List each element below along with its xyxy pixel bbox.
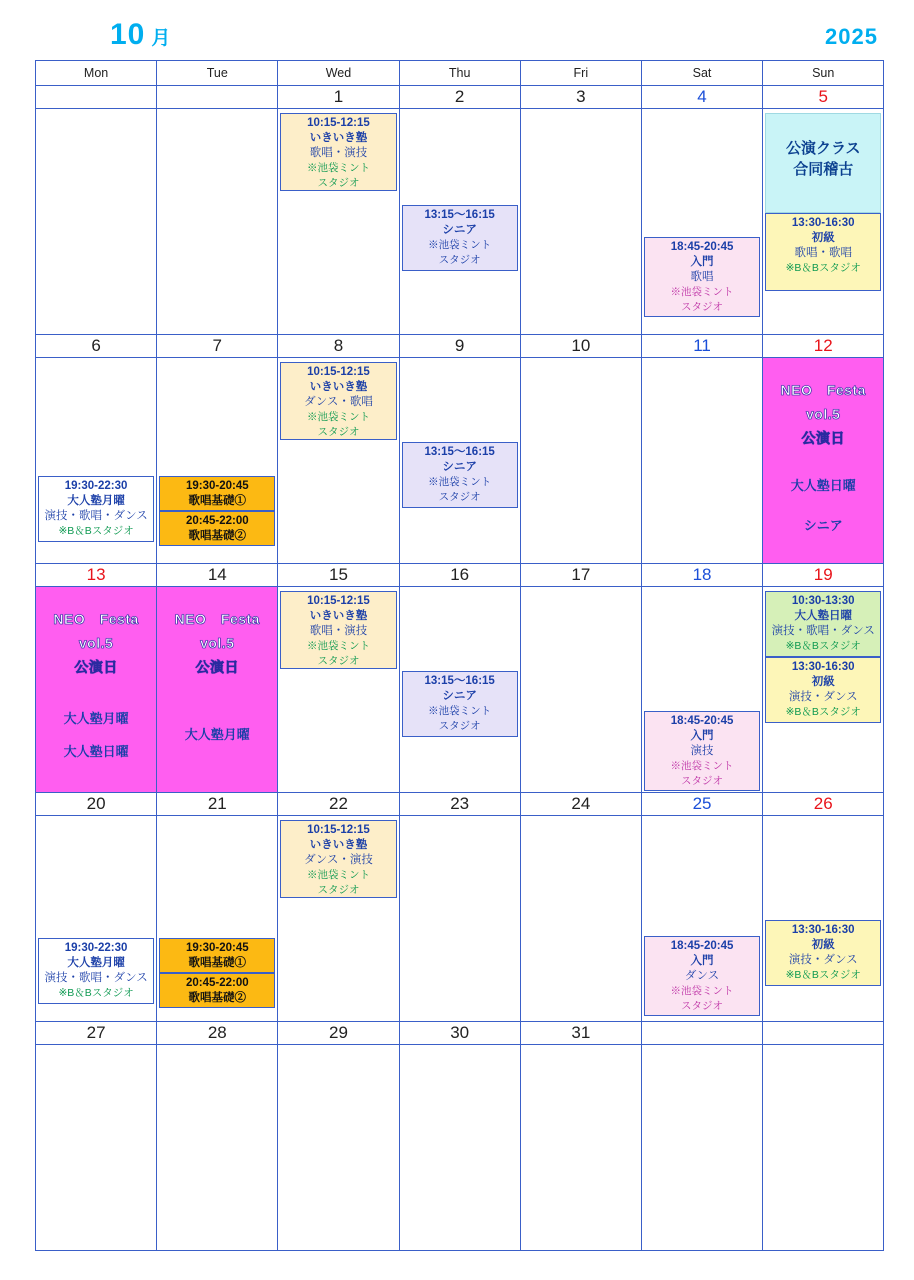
event-title: NEO Festa	[53, 611, 139, 627]
day-cell-3	[520, 109, 641, 335]
daynum-25: 25	[641, 793, 762, 816]
day-cell-25	[641, 816, 762, 1022]
daynum-21: 21	[157, 793, 278, 816]
daynum-8: 8	[278, 335, 399, 358]
daynum-16: 16	[399, 564, 520, 587]
daynum-11: 11	[641, 335, 762, 358]
day-cell-17	[520, 587, 641, 793]
weekday-wed: Wed	[278, 61, 399, 86]
month-kanji: 月	[151, 28, 171, 49]
event-block[interactable]: 18:45-20:45 入門 ダンス ※池袋ミント スタジオ	[644, 936, 760, 1016]
day-cell-10	[520, 358, 641, 564]
daynum-1: 1	[278, 86, 399, 109]
day-cell-23	[399, 816, 520, 1022]
day-cell-26	[763, 816, 884, 1022]
day-cell-19	[763, 587, 884, 793]
weekday-tue: Tue	[157, 61, 278, 86]
event-block[interactable]: 10:15-12:15 いきいき塾 ダンス・歌唱 ※池袋ミント スタジオ	[280, 362, 396, 440]
daynum-4: 4	[641, 86, 762, 109]
day-cell-16	[399, 587, 520, 793]
daynum-6: 6	[36, 335, 157, 358]
event-block[interactable]: 10:15-12:15 いきいき塾 歌唱・演技 ※池袋ミント スタジオ	[280, 591, 396, 669]
daynum-blank	[641, 1022, 762, 1045]
event-title: NEO Festa	[780, 382, 866, 398]
event-block[interactable]: 10:15-12:15 いきいき塾 歌唱・演技 ※池袋ミント スタジオ	[280, 113, 396, 191]
day-cell-15	[278, 587, 399, 793]
daynum-31: 31	[520, 1022, 641, 1045]
event-subtitle: 大人塾月曜	[63, 711, 129, 726]
event-block[interactable]: 19:30-20:45 歌唱基礎①	[159, 476, 275, 511]
daynum-blank	[157, 86, 278, 109]
calendar-header	[35, 18, 884, 60]
day-cell-11	[641, 358, 762, 564]
day-cell-28	[157, 1045, 278, 1251]
event-title: vol.5	[78, 635, 114, 651]
event-block[interactable]: 公演クラス 合同稽古	[765, 113, 881, 213]
daynum-30: 30	[399, 1022, 520, 1045]
event-title: 公演日	[74, 659, 118, 675]
event-block[interactable]: 18:45-20:45 入門 歌唱 ※池袋ミント スタジオ	[644, 237, 760, 317]
day-cell-empty	[157, 109, 278, 335]
day-cell-empty	[36, 109, 157, 335]
day-cell-12[interactable]	[763, 358, 884, 564]
event-block[interactable]: 10:15-12:15 いきいき塾 ダンス・演技 ※池袋ミント スタジオ	[280, 820, 396, 898]
day-cell-20	[36, 816, 157, 1022]
daynum-29: 29	[278, 1022, 399, 1045]
event-subtitle: 大人塾日曜	[63, 744, 129, 759]
daynum-28: 28	[157, 1022, 278, 1045]
day-cell-30	[399, 1045, 520, 1251]
event-title: vol.5	[806, 406, 841, 422]
daynum-row-week3	[36, 564, 884, 587]
day-cell-5	[763, 109, 884, 335]
daynum-23: 23	[399, 793, 520, 816]
weekday-thu: Thu	[399, 61, 520, 86]
day-cell-29	[278, 1045, 399, 1251]
day-cell-27	[36, 1045, 157, 1251]
day-cell-7	[157, 358, 278, 564]
daynum-22: 22	[278, 793, 399, 816]
event-block[interactable]: 18:45-20:45 入門 演技 ※池袋ミント スタジオ	[644, 711, 760, 791]
month-number: 10	[110, 18, 146, 51]
week-row-4	[36, 816, 884, 1022]
event-subtitle: 大人塾月曜	[184, 727, 250, 742]
day-cell-1	[278, 109, 399, 335]
weekday-sat: Sat	[641, 61, 762, 86]
event-block[interactable]: 13:30-16:30 初級 演技・ダンス ※B＆Bスタジオ	[765, 920, 881, 986]
daynum-26: 26	[763, 793, 884, 816]
event-title: vol.5	[200, 635, 235, 651]
daynum-20: 20	[36, 793, 157, 816]
day-cell-6	[36, 358, 157, 564]
day-cell-18	[641, 587, 762, 793]
event-title: 公演日	[195, 659, 240, 675]
event-block[interactable]: 20:45-22:00 歌唱基礎②	[159, 973, 275, 1008]
event-block[interactable]: 19:30-20:45 歌唱基礎①	[159, 938, 275, 973]
event-title: NEO Festa	[174, 611, 260, 627]
day-cell-14[interactable]	[157, 587, 278, 793]
day-cell-2	[399, 109, 520, 335]
daynum-19: 19	[763, 564, 884, 587]
daynum-13: 13	[36, 564, 157, 587]
day-cell-4	[641, 109, 762, 335]
daynum-blank	[36, 86, 157, 109]
event-block[interactable]: 20:45-22:00 歌唱基礎②	[159, 511, 275, 546]
event-block[interactable]: 19:30-22:30 大人塾月曜 演技・歌唱・ダンス ※B＆Bスタジオ	[38, 476, 154, 542]
daynum-row-week2	[36, 335, 884, 358]
week-row-5	[36, 1045, 884, 1251]
week-row-3	[36, 587, 884, 793]
daynum-blank	[763, 1022, 884, 1045]
weekday-fri: Fri	[520, 61, 641, 86]
daynum-7: 7	[157, 335, 278, 358]
event-block[interactable]: 13:15〜16:15 シニア ※池袋ミント スタジオ	[402, 205, 518, 271]
day-cell-8	[278, 358, 399, 564]
event-block[interactable]: 13:15〜16:15 シニア ※池袋ミント スタジオ	[402, 442, 518, 508]
week-row-1	[36, 109, 884, 335]
daynum-9: 9	[399, 335, 520, 358]
daynum-5: 5	[763, 86, 884, 109]
weekday-header-row	[36, 61, 884, 86]
daynum-24: 24	[520, 793, 641, 816]
day-cell-9	[399, 358, 520, 564]
event-block[interactable]: 13:30-16:30 初級 歌唱・歌唱 ※B＆Bスタジオ	[765, 213, 881, 291]
day-cell-22	[278, 816, 399, 1022]
daynum-15: 15	[278, 564, 399, 587]
event-title: 公演日	[801, 430, 845, 446]
daynum-row-week5	[36, 1022, 884, 1045]
event-block[interactable]: 13:30-16:30 初級 演技・ダンス ※B＆Bスタジオ	[765, 657, 881, 723]
day-cell-21	[157, 816, 278, 1022]
daynum-17: 17	[520, 564, 641, 587]
daynum-27: 27	[36, 1022, 157, 1045]
month-label	[110, 18, 170, 52]
day-cell-empty	[641, 1045, 762, 1251]
week-row-2	[36, 358, 884, 564]
event-block[interactable]: 19:30-22:30 大人塾月曜 演技・歌唱・ダンス ※B＆Bスタジオ	[38, 938, 154, 1004]
day-cell-24	[520, 816, 641, 1022]
event-block[interactable]: 10:30-13:30 大人塾日曜 演技・歌唱・ダンス ※B＆Bスタジオ	[765, 591, 881, 657]
daynum-3: 3	[520, 86, 641, 109]
event-subtitle: 大人塾日曜	[790, 478, 856, 493]
calendar-grid	[35, 60, 884, 1251]
year-label: 2025	[825, 24, 878, 49]
day-cell-13[interactable]	[36, 587, 157, 793]
weekday-sun: Sun	[763, 61, 884, 86]
daynum-12: 12	[763, 335, 884, 358]
daynum-14: 14	[157, 564, 278, 587]
daynum-row-week1	[36, 86, 884, 109]
event-subtitle: シニア	[803, 518, 843, 533]
day-cell-31	[520, 1045, 641, 1251]
daynum-18: 18	[641, 564, 762, 587]
weekday-mon: Mon	[36, 61, 157, 86]
daynum-10: 10	[520, 335, 641, 358]
daynum-2: 2	[399, 86, 520, 109]
day-cell-empty	[763, 1045, 884, 1251]
event-block[interactable]: 13:15〜16:15 シニア ※池袋ミント スタジオ	[402, 671, 518, 737]
daynum-row-week4	[36, 793, 884, 816]
